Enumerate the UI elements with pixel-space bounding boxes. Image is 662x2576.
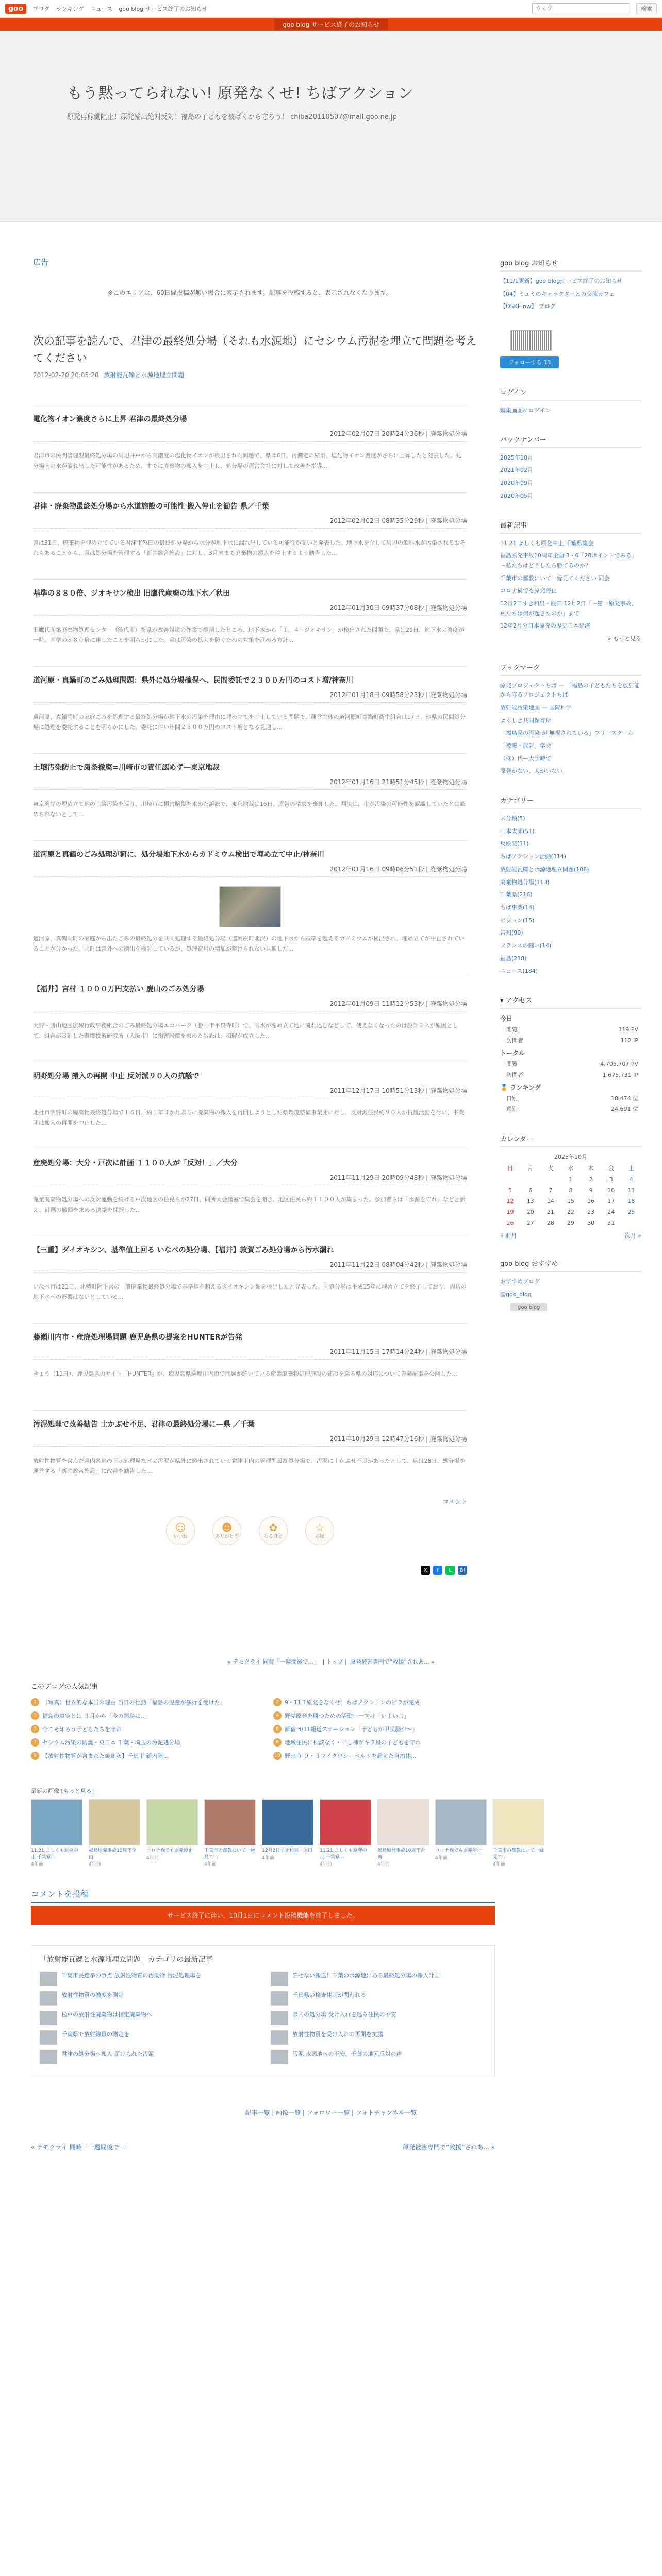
sidebar-access: ▾ アクセス 今日 閲覧 119 PV 訪問者 112 IP トータル 閲覧 4,705,707 PV 訪問者 1,675,731 IP 🏅 ランキング 日別 18,474 位 週別 24,691 位 [500,995,641,1115]
photo-thumb[interactable] [435,1799,487,1867]
rank-badge: 10 [273,1752,282,1760]
article-item [33,1410,467,1477]
photo-age: 4年前 [31,1862,43,1868]
category-latest-item[interactable]: 放射性物質を受け入れの再開を抗議 [271,2030,486,2045]
two-column-layout [0,222,662,1637]
calendar-title: カレンダー [500,1133,641,1147]
search-input[interactable] [532,3,630,14]
backnumber-item[interactable]: 2025年10月 [500,454,533,461]
article-excerpt: 大野・勝山地区広域行政事務組合のごみ最終処分場エコパーク（勝山市平泉寺町）で、雨水が埋め立て地に流れ込むなどして、使えなくなったのは設計ミスが原因として、組合が設計した環境技術研究所（大阪市）に損害賠償を求めた訴訟は、和解が成立した... [33,1022,458,1039]
calendar-day: 28 [547,1219,554,1227]
flower-icon: ✿ [269,1521,278,1534]
calendar-next-link[interactable]: 次月 » [624,1232,641,1240]
access-today-label: 今日 [500,1015,513,1023]
calendar-day: 22 [567,1209,574,1216]
article-title[interactable]: 基準の８８０倍、ジオキサン検出 旧鷹代産廃の地下水／秋田 [33,589,230,598]
article-item [33,1149,467,1215]
article-item [33,1323,467,1389]
category-latest-thumb[interactable] [271,2050,288,2064]
sidebar-categories [500,795,641,976]
photo-image[interactable] [89,1799,140,1845]
backnumber-item[interactable]: 2020年09月 [500,480,533,487]
popular-item[interactable]: 3 福島の真実とは ３月から「今の福島は‥」 [31,1711,253,1720]
calendar-month: 2025年10月 [554,1154,587,1161]
main-column [21,222,479,1637]
photo-thumb[interactable] [89,1799,140,1867]
category-item[interactable]: 廃棄物処分場(113) [500,878,550,886]
reaction-like-button[interactable]: ☺ いいね [166,1516,195,1545]
calendar-day: 10 [607,1187,615,1194]
recent-item[interactable]: 12年2月分日本原発の歴史日本経済 [500,622,590,630]
photo-caption[interactable]: 千葉市の都教にいて一縁見て... [493,1848,544,1860]
recent-item[interactable]: 11.21 よしくも原発中止 千葉県集会 [500,539,594,547]
ad-note: ※このエリアは、60日間投稿が無い場合に表示されます。記事を投稿すると、表示されなくなります。 [108,289,392,296]
photo-image[interactable] [262,1799,313,1845]
calendar-day [540,1176,560,1183]
calendar-day: 25 [627,1209,635,1216]
line-share-icon[interactable]: L [445,1566,455,1575]
article-excerpt: 産業廃棄物処分場への反対運動を続ける戸次地区の住民らが27日、同所大会議室で集会を開き、地区住民ら約１１００人が集まった。参加者らは「水源を守れ」などと訴え、計画の撤回を求める決議を採択した... [33,1196,466,1213]
bookmark-item[interactable]: よくしき共同保育所 [500,717,551,724]
recent-item[interactable]: 福島原発事故10周年企画 3・6「20ポイントでみる」 ～私たちはどうしたら勝てるのか？ [500,552,637,569]
topbar-link-news[interactable]: ニュース [90,5,113,12]
recommend-link[interactable]: おすすめブログ [500,1278,540,1285]
category-latest-item[interactable]: 県内の処分場 受け入れを巡る住民の不安 [271,2011,486,2025]
article-excerpt: 県は31日、廃棄物を埋め立てている君津市怒田の最終処分場から水分が地下水に漏れ出している可能性が高いと発表した。地下水を介して周辺の飲料水が汚染されるおそれもあることから、県は処分場を管理する「新井総合施設」に対し、3月末まで廃棄物の搬入を停止するよう勧告した... [33,539,466,556]
article-excerpt: 道河原、真鶴両町の家庭から出たごみの最終処分を共同処理する最終処分場（道河原町北沢）の地下水から基準を超えるカドミウムが検出され、埋め立てが中止されていることが分かった。両町は県外への搬出を検討しているが、処理費用の増加が避けられない見通しだ... [33,935,465,952]
popular-item[interactable]: 5 今こそ知ろう子どもたちを守れ [31,1725,253,1733]
rank-badge: 7 [31,1738,39,1747]
post-pager [31,1657,631,1666]
happy-icon: ☻ [221,1521,233,1534]
article-title[interactable]: 土壌汚染防止で粛条撤廃=川崎市の責任認めず―東京地裁 [33,764,220,772]
reaction-thanks-button[interactable]: ☻ ありがとう [212,1516,241,1545]
photo-image[interactable] [320,1799,371,1845]
backnumber-item[interactable]: 2021年02月 [500,467,533,474]
recommend-title: goo blog おすすめ [500,1258,641,1272]
photo-age: 4年前 [204,1862,217,1868]
article-title[interactable]: 藤瀬川内市・産廃処理場問題 鹿児島県の提案をHUNTERが告発 [33,1333,242,1342]
photo-caption[interactable]: 12月2日すき和泉・原田 [262,1848,313,1854]
pager-top-link[interactable]: | トップ | [322,1658,347,1666]
post-title[interactable]: 次の記事を読んで、君津の最終処分場（それも水源地）にセシウム汚泥を埋立て問題を考えてください [33,335,477,364]
calendar-prev-link[interactable]: « 前月 [500,1232,517,1240]
calendar-day: 12 [506,1198,514,1205]
category-latest-title: 「放射能瓦礫と水源地埋立問題」カテゴリの最新記事 [40,1956,213,1964]
article-date: 2012年01月09日 11時12分53秒 | 廃棄物処分場 [33,999,467,1011]
sidebar-backnumber [500,434,641,501]
article-date: 2011年10月29日 12時47分16秒 | 廃棄物処分場 [33,1434,467,1447]
article-date: 2012年01月30日 09時37分08秒 | 廃棄物処分場 [33,603,467,616]
category-latest-thumb[interactable] [40,2011,57,2025]
visitors-total: 1,675,731 IP [602,1071,638,1078]
article-excerpt: いなべ市は21日、北勢町阿下喜の一般廃棄物最終処分場で基準値を超えるダイオキシン類を検出したと発表した。同処分場は平成15年に埋め立てを終了しており、周辺の地下水への影響はないとしている... [33,1283,467,1300]
article-item [33,492,467,558]
calendar-day: 2 [589,1176,593,1183]
photo-thumb[interactable] [493,1799,544,1867]
topbar-link-notice[interactable]: goo blog サービス終了のお知らせ [119,5,208,12]
pv-total: 4,705,707 PV [600,1060,638,1067]
footer-links[interactable]: 記事一覧 | 画像一覧 | フォロワー一覧 | フォトチャンネル一覧 [245,2109,417,2117]
category-item[interactable]: 未分類(5) [500,815,525,822]
article-title[interactable]: 電化物イオン濃度さらに上昇 君津の最終処分場 [33,415,187,424]
calendar-day: 14 [547,1198,554,1205]
blog-description: 原発再稼働阻止！原発輸出絶対反対！福島の子どもを被ばくから守ろう！ chiba20110507@mail.goo.ne.jp [67,113,397,121]
blog-header [0,31,662,222]
reaction-cheer-button[interactable]: ☆ 応援 [305,1516,334,1545]
article-date: 2011年11月15日 17時14分24秒 | 廃棄物処分場 [33,1347,467,1360]
service-notice-bar [0,18,662,31]
article-item [33,579,467,646]
x-share-icon[interactable]: X [421,1566,430,1575]
category-latest-item[interactable]: 汚泥 水源地への不安、千葉の地元反対の声 [271,2050,486,2064]
pv-today: 119 PV [618,1026,638,1033]
article-title[interactable]: 道河原・真鍋町のごみ処理問題：県外に処分場確保へ、民間委託で２３００万円のコスト増/神奈川 [33,676,354,685]
calendar-day: 7 [549,1187,553,1194]
bookmark-item[interactable]: 原発プロジェクトちば — 「福島の子どもたちを放射能から守るプロジェクトちば [500,682,640,699]
category-item[interactable]: 放射能瓦礫と水源地埋立問題(108) [500,866,589,873]
calendar-day: 9 [589,1187,593,1194]
calendar-weekday: 火 [548,1165,554,1172]
photo-thumb[interactable] [377,1799,429,1867]
calendar-day: 30 [587,1219,595,1227]
photo-caption[interactable]: 福島原発事故10周年企画 [377,1848,425,1860]
article-date: 2012年01月18日 09時58分23秒 | 廃棄物処分場 [33,690,467,703]
lower-section [0,1657,662,2151]
bookmark-item[interactable]: 「福島県の汚染 が 無視されている」フリースクール [500,730,634,737]
calendar-day: 11 [627,1187,635,1194]
article-date: 2012年02月02日 08時35分29秒 | 廃棄物処分場 [33,516,467,529]
calendar-day: 21 [547,1209,554,1216]
article-date: 2012年02月07日 20時24分36秒 | 廃棄物処分場 [33,429,467,442]
quoted-articles [21,405,479,1477]
notice-item[interactable]: 【04】ミュミのキャラクターとの交流カフェ [500,290,615,297]
reaction-buttons [21,1516,479,1545]
category-latest-thumb[interactable] [40,1972,57,1986]
popular-item[interactable]: 2 9・11 1原発をなくせ！ちばアクションのビラが完成 [273,1698,495,1706]
article-item [33,840,467,954]
photo-thumb[interactable] [146,1799,198,1867]
sidebar-login [500,387,641,416]
photo-image[interactable] [146,1799,198,1845]
calendar-day [621,1219,641,1226]
calendar-day: 20 [526,1209,534,1216]
photo-image[interactable] [435,1799,487,1845]
sidebar-notice [500,258,641,312]
calendar-day: 26 [506,1219,514,1227]
sidebar-bookmarks [500,662,641,777]
footer-nav [31,2143,495,2151]
calendar-weekday: 水 [568,1165,574,1172]
photo-image[interactable] [377,1799,429,1845]
login-title: ログイン [500,387,641,401]
article-date: 2011年11月22日 08時04分42秒 | 廃棄物処分場 [33,1260,467,1273]
category-title: カテゴリー [500,795,641,809]
rank-badge: 1 [31,1698,39,1706]
ad-label: 広告 [33,258,49,267]
category-latest-thumb[interactable] [40,1991,57,2006]
login-link[interactable]: 編集画面にログイン [500,407,551,414]
article-date: 2012年01月16日 21時51分45秒 | 廃棄物処分場 [33,777,467,790]
profile-avatar[interactable] [510,330,552,351]
global-topbar [0,0,662,18]
category-item[interactable]: ニュース(184) [500,968,538,975]
article-title[interactable]: 汚泥処理で改善勧告 土かぶせ不足、君津の最終処分場に―県 ／千葉 [33,1420,255,1429]
backnumber-title: バックナンバー [500,434,641,448]
photo-caption[interactable]: 千葉市の都教にいて一縁見て... [204,1848,256,1860]
smile-icon: ☺ [175,1521,186,1534]
calendar-day: 23 [587,1209,595,1216]
goo-blog-badge[interactable]: goo blog [510,1303,547,1311]
popular-item[interactable]: 7 セシウム汚染の防護・東日本 千葉・埼玉の汚泥処分場 [31,1738,253,1747]
calendar-day: 24 [607,1209,615,1216]
bookmark-title: ブックマーク [500,662,641,676]
blog-title[interactable]: もう黙ってられない! 原発なくせ! ちばアクション [67,84,413,103]
photo-age: 4年前 [89,1862,101,1868]
pager-prev-link[interactable]: « デモクライ 同時「一週間後で…」 [227,1658,320,1666]
category-latest-thumb[interactable] [40,2050,57,2064]
calendar-weekday: 土 [628,1165,634,1172]
rank-badge: 6 [273,1725,282,1733]
category-item[interactable]: ちば事業(14) [500,904,535,911]
category-item[interactable]: フランスの闘い(14) [500,942,552,949]
photo-age: 4年前 [377,1862,390,1868]
category-latest-box [31,1945,495,2077]
follow-button[interactable]: フォローする 13 [500,356,559,368]
search-button[interactable]: 検索 [636,3,657,14]
photo-thumb[interactable] [204,1799,256,1867]
pager-next-link[interactable]: 原発被害専門で“救援”されあ... » [350,1658,435,1666]
article-title[interactable]: 【三重】ダイオキシン、基準値上回る いなべの処分場、【福井】敦賀ごみ処分場から汚水漏れ [33,1246,334,1255]
category-latest-item[interactable]: 松戸の放射性廃棄物は指定廃棄物へ [40,2011,255,2025]
article-title[interactable]: 産廃処分場：大分・戸次に計画 １１００人が「反対！」／大分 [33,1159,238,1168]
visitors-today: 112 IP [620,1037,638,1044]
category-item[interactable]: 告知(90) [500,929,523,937]
calendar-day: 3 [609,1176,613,1183]
recent-item[interactable]: コロナ禍でも原発停止 [500,587,557,595]
category-latest-item[interactable]: 千葉県で放射線量の測定を [40,2030,255,2045]
footer-next-link[interactable]: 原発被害専門で“救援”されあ... » [402,2144,495,2151]
article-excerpt: きょう（11日）、鹿児島県のサイト「HUNTER」が、鹿児島県薩摩川内市で問題が続いている産業廃棄物処理施設の建設を巡る県の対応について告発記事を公開した... [33,1370,457,1378]
sidebar-recommend [500,1258,641,1311]
service-notice-link[interactable]: goo blog サービス終了のお知らせ [274,19,387,30]
photo-age: 4年前 [146,1855,159,1861]
sidebar-notice-title: goo blog お知らせ [500,258,641,272]
article-excerpt: 君津市の民間管理型最終処分場の周辺井戸から高濃度の塩化物イオンが検出された問題で、県は6日、再測定の結果、塩化物イオン濃度がさらに上昇したと発表した。処分場内の水が漏れ出した可能性があるため、すでに廃棄物の搬入を中止し、処分場の運営会社に対して改善を指導... [33,452,462,469]
calendar-day [520,1176,540,1183]
sidebar-profile [500,330,641,368]
recent-more-link[interactable]: » もっと見る [607,635,641,642]
category-item[interactable]: ビジョン(15) [500,917,535,924]
bookmark-item[interactable]: 放射能汚染地図 — 国際科学 [500,704,572,711]
share-buttons [21,1566,467,1575]
hatena-share-icon[interactable]: B! [458,1566,467,1575]
category-latest-item[interactable]: 千葉市長選挙の争点 放射性物質の汚染物 汚泥処理場を [40,1972,255,1986]
sidebar-recent [500,520,641,643]
recent-item[interactable]: 千葉市の都教にいて一縁見てください 同会 [500,574,610,582]
article-item [33,753,467,820]
popular-title: このブログの人気記事 [31,1683,98,1691]
article-date: 2012年01月16日 09時06分51秒 | 廃棄物処分場 [33,865,467,877]
comment-closed-bar: サービス終了に伴い、10月1日にコメント投稿機能を終了しました。 [31,1906,495,1925]
article-date: 2011年11月29日 20時09分48秒 | 廃棄物処分場 [33,1173,467,1185]
photo-age: 4年前 [320,1862,332,1868]
article-date: 2011年12月17日 10時51分13秒 | 廃棄物処分場 [33,1086,467,1098]
article-excerpt: 放射性物質を含んだ県内各地の下水処理場などの汚泥が県外に搬出されている君津市内の管理型最終処分場で、汚泥に土かぶせ不足があったとして、県は28日、処分場を運営する「新井総合施設」に改善を勧告した... [33,1458,466,1475]
calendar-day: 29 [567,1219,574,1227]
rank-badge: 9 [31,1752,39,1760]
category-latest-item[interactable]: 放射性物質の濃度を測定 [40,1991,255,2006]
photo-caption[interactable]: 福島原発事故10周年企画 [89,1848,137,1860]
photo-caption[interactable]: コロナ禍でも原発停止 [435,1848,482,1854]
post-date: 2012-02-20 20:05:20 [33,371,99,379]
bookmark-item[interactable]: 「被曝・放射」学会 [500,742,551,750]
photo-age: 4年前 [435,1855,448,1861]
rank-badge: 4 [273,1711,282,1720]
calendar-day: 17 [607,1198,615,1205]
post-meta [21,370,479,379]
rank-badge: 2 [273,1698,282,1706]
rank-badge: 5 [31,1725,39,1733]
article-item [33,405,467,471]
category-latest-thumb[interactable] [271,1972,288,1986]
category-item[interactable]: 福島(218) [500,955,527,962]
calendar-weekday: 金 [608,1165,614,1172]
star-icon: ☆ [315,1521,324,1534]
photo-age: 4年前 [262,1855,274,1861]
topbar-link-blog[interactable]: ブログ [32,5,50,12]
popular-item[interactable]: 10 野田市 ０・３マイクロシーベルトを超えた自治体... [273,1752,495,1760]
category-latest-thumb[interactable] [271,2030,288,2045]
sidebar [500,222,641,1637]
popular-item[interactable]: 9 【放射性物質が含まれた焼却灰】千葉市 新内陸... [31,1752,253,1760]
goo-logo[interactable]: goo [5,4,26,14]
calendar-weekday: 月 [527,1165,534,1172]
article-item [33,975,467,1041]
photo-image[interactable] [204,1799,256,1845]
popular-list [31,1698,495,1760]
calendar-day [500,1176,520,1183]
daily-rank: 18,474 位 [611,1095,638,1102]
notice-item[interactable]: 【11/1更新】goo blogサービス終了のお知らせ [500,278,623,284]
category-item[interactable]: ちばアクション活動(314) [500,853,567,860]
rank-badge: 8 [273,1738,282,1747]
weekly-rank: 24,691 位 [611,1106,638,1113]
comment-heading: コメントを投稿 [31,1888,495,1903]
photo-age: 4年前 [493,1862,505,1868]
category-item[interactable]: 山本太郎(51) [500,827,535,835]
calendar-day: 19 [506,1209,514,1216]
article-excerpt: 東京湾岸の埋め立て地の土壌汚染を巡り、川崎市に損害賠償を求めた訴訟で、東京地裁は16日、原告の請求を棄却した。判決は、市が汚染の可能性を認識していたとは認められないとして... [33,801,466,818]
calendar-weekday: 日 [507,1165,514,1172]
calendar-day: 31 [607,1219,615,1227]
facebook-share-icon[interactable]: f [433,1566,442,1575]
photo-thumb[interactable] [262,1799,313,1867]
article-excerpt: 北杜市明野町の廃棄物最終処分場で１６日、約１年３か月ぶりに廃棄物の搬入を再開しようとした県環境整備事業団に対し、反対派住民約９０人が抗議活動を行い、事業団は搬入の再開を中止した... [33,1109,464,1126]
calendar-day: 27 [526,1219,534,1227]
category-latest-item[interactable]: 千葉県の検査体制が問われる [271,1991,486,2006]
backnumber-item[interactable]: 2020年05月 [500,492,533,499]
calendar-day: 1 [569,1176,573,1183]
follow-count: 13 [543,359,551,366]
topbar-link-ranking[interactable]: ランキング [56,5,84,12]
article-title[interactable]: 【福井】宮村 １０００万円支払い 慶山のごみ処分場 [33,985,204,994]
article-item [33,1236,467,1302]
calendar-day: 6 [528,1187,533,1194]
photo-title: 最新の画像 [もっと見る] [31,1788,94,1795]
rank-badge: 3 [31,1711,39,1720]
photo-thumb[interactable] [31,1799,82,1867]
bookmark-item[interactable]: （株）代ー大学時で [500,755,551,762]
popular-item[interactable]: 6 新宿 3/11報道ステーション「子どもが甲状腺が〜」 [273,1725,495,1733]
photo-image[interactable] [493,1799,544,1845]
popular-item[interactable]: 8 地域住民に相談なく・干し柿がキラ星の子どもを守れ [273,1738,495,1747]
access-title: ▾ アクセス [500,995,641,1009]
calendar-day: 13 [526,1198,534,1205]
popular-item[interactable]: 4 野党原発を勝つための活動ー一向け「いよいよ」 [273,1711,495,1720]
category-latest-item[interactable]: 君津の処分場へ搬入 届けられた汚泥 [40,2050,255,2064]
calendar-day: 16 [587,1198,595,1205]
photo-strip [31,1799,631,1867]
recent-title: 最新記事 [500,520,641,534]
article-title[interactable]: 道河原と真鶴のごみ処理が窮に、処分場地下水からカドミウム検出で埋め立て中止/神奈川 [33,851,324,859]
calendar-day: 18 [627,1198,635,1205]
article-excerpt: 道河原、真鍋両町の家庭ごみを処理する最終処分場が地下水の汚染を理由に埋め立てを中止している問題で、運営主体の道河原町真鍋町衛生組合は17日、他県の民間処分場に処理を委託することを明らかにした。委託に伴い年間２３００万円のコスト増となる見通し... [33,714,466,731]
footer-prev-link[interactable]: « デモクライ 同時「一週間後で…」 [31,2144,131,2151]
popular-item[interactable]: 1 （写真）世界的な本当の理由 当日の行動「福島の児童が暴行を受けた」 [31,1698,253,1706]
comment-link[interactable]: コメント [442,1498,467,1506]
article-item [33,666,467,733]
calendar-day: 5 [508,1187,512,1194]
calendar-day: 8 [569,1187,573,1194]
category-latest-thumb[interactable] [271,1991,288,2006]
ranking-label: 🏅 ランキング [500,1083,541,1091]
calendar-grid [500,1164,641,1226]
sidebar-calendar [500,1133,641,1240]
article-photo[interactable] [219,886,281,927]
category-latest-thumb[interactable] [271,2011,288,2025]
photo-caption[interactable]: コロナ禍でも原発停止 [146,1848,193,1854]
photo-thumb[interactable] [320,1799,371,1867]
article-title[interactable]: 君津・廃棄物最終処分場から水道施設の可能性 搬入停止を勧告 県／千葉 [33,502,269,511]
photo-caption[interactable]: 11.21 よしくも原発中止 千葉県... [31,1848,78,1860]
reaction-nod-button[interactable]: ✿ なるほど [259,1516,288,1545]
calendar-day: 4 [629,1176,633,1183]
category-latest-item[interactable]: 許せない搬送！千葉の水源地にある最終処分場の搬入計画 [271,1972,486,1986]
article-item [33,1062,467,1128]
bookmark-item[interactable]: 原発がない、人がいない [500,768,562,775]
category-latest-thumb[interactable] [40,2030,57,2045]
photo-more-link[interactable]: [もっと見る] [61,1788,94,1795]
article-excerpt: 旧鷹代産業廃棄物処理センター（能代市）を県が改善対策の作業で掘削したところ、地下水から「１，４−ジオキサン」が検出された問題で、県は29日、地下水の濃度が一時、基準の８８０倍に達したことを明らかにした。県は汚染の拡大を防ぐための対策を進める方針... [33,626,464,643]
photo-image[interactable] [31,1799,82,1845]
post-category-link[interactable]: 放射能瓦礫と水源地埋立問題 [104,371,185,379]
photo-caption[interactable]: 11.21 よしくも原発中止 千葉県... [320,1848,367,1860]
calendar-day: 15 [567,1198,574,1205]
notice-item[interactable]: 【OSKF-nw】 ブログ [500,303,556,310]
access-total-label: トータル [500,1049,525,1057]
recent-item[interactable]: 12月2日すき和泉・原田 12月2日「〜第一原発事故、私たちは何が起きたのか」まで [500,600,637,617]
goo-blog-twitter-link[interactable]: @goo_blog [500,1291,532,1298]
calendar-weekday: 木 [588,1165,594,1172]
category-item[interactable]: 千葉県(216) [500,891,533,899]
category-item[interactable]: 反原発(11) [500,840,529,848]
article-title[interactable]: 明野処分場 搬入の再開 中止 反対派９０人の抗議で [33,1072,200,1081]
